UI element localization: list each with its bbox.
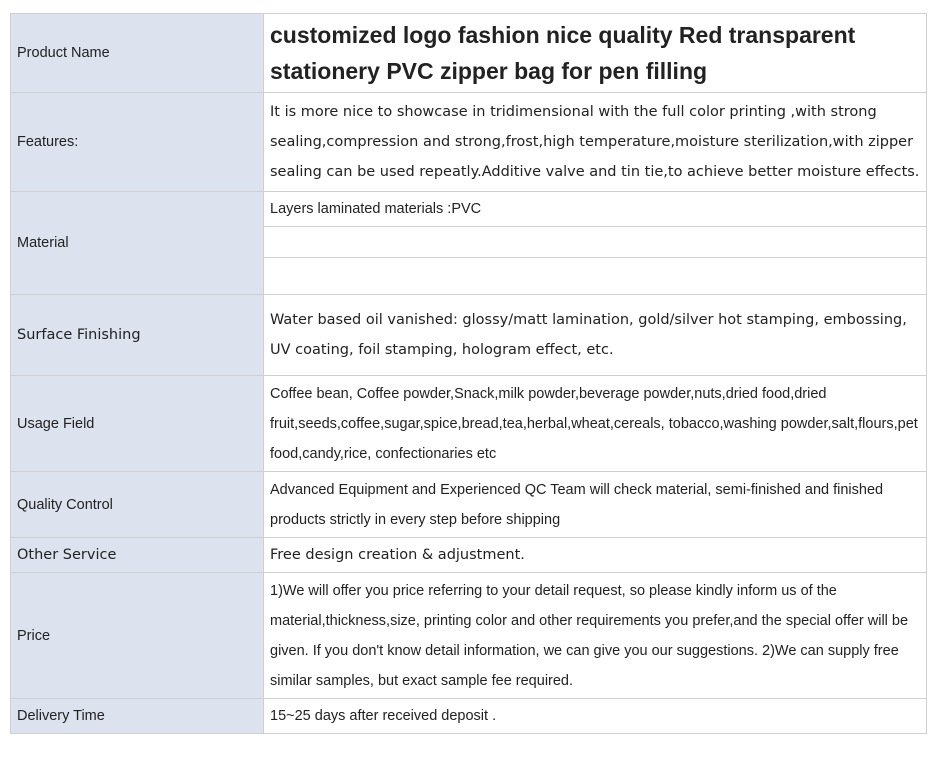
- material-value-2: [264, 227, 927, 258]
- row-surface-finishing: [11, 295, 927, 376]
- other-service-value: Free design creation & adjustment.: [264, 538, 927, 573]
- quality-control-label: Quality Control: [11, 472, 264, 538]
- price-label: Price: [11, 573, 264, 699]
- usage-field-label: Usage Field: [11, 376, 264, 472]
- material-value-3: [264, 258, 927, 295]
- product-name-value: customized logo fashion nice quality Red transparent stationery PVC zipper bag for pen filling: [264, 14, 927, 93]
- row-product-name: [11, 14, 927, 93]
- row-features: [11, 93, 927, 192]
- features-label: Features:: [11, 93, 264, 192]
- delivery-time-label: Delivery Time: [11, 699, 264, 734]
- surface-finishing-value: Water based oil vanished: glossy/matt lamination, gold/silver hot stamping, embossing, UV coating, foil stamping, hologram effect, etc.: [264, 295, 927, 376]
- price-value: 1)We will offer you price referring to your detail request, so please kindly inform us of the material,thickness,size, printing color and other requirements you prefer,and the special offer will be given. If you don't know detail information, we can give you our suggestions. 2)We can supply free similar samples, but exact sample fee required.: [264, 573, 927, 699]
- row-other-service: [11, 538, 927, 573]
- row-material-1: [11, 192, 927, 227]
- other-service-label: Other Service: [11, 538, 264, 573]
- row-usage-field: [11, 376, 927, 472]
- product-name-label: Product Name: [11, 14, 264, 93]
- surface-finishing-label: Surface Finishing: [11, 295, 264, 376]
- delivery-time-value: 15~25 days after received deposit .: [264, 699, 927, 734]
- features-value: It is more nice to showcase in tridimensional with the full color printing ,with strong sealing,compression and strong,frost,high temperature,moisture sterilization,with zipper sealing can be used repeatly.Additive valve and tin tie,to achieve better moisture effects.: [264, 93, 927, 192]
- product-spec-table: [10, 13, 927, 734]
- usage-field-value: Coffee bean, Coffee powder,Snack,milk powder,beverage powder,nuts,dried food,dried fruit,seeds,coffee,sugar,spice,bread,tea,herbal,wheat,cereals, tobacco,washing powder,salt,flours,pet food,candy,rice, confectionaries etc: [264, 376, 927, 472]
- row-quality-control: [11, 472, 927, 538]
- material-label: Material: [11, 192, 264, 295]
- quality-control-value: Advanced Equipment and Experienced QC Team will check material, semi-finished and finished products strictly in every step before shipping: [264, 472, 927, 538]
- material-value-1: Layers laminated materials :PVC: [264, 192, 927, 227]
- row-delivery-time: [11, 699, 927, 734]
- row-price: [11, 573, 927, 699]
